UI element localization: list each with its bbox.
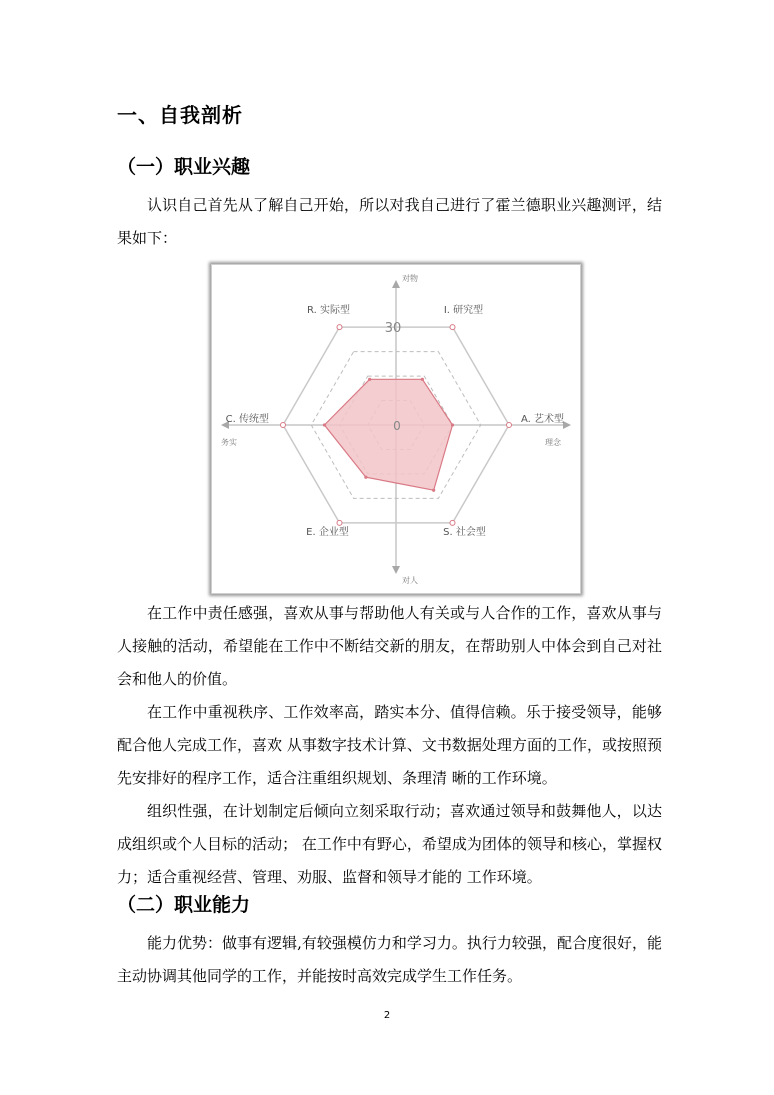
direction-label-left: 务实 — [221, 438, 237, 447]
arrow-up-icon — [392, 280, 400, 288]
data-area — [324, 379, 452, 490]
vertex-dot — [450, 520, 455, 525]
section-title-interest: （一）职业兴趣 — [117, 156, 251, 178]
axis-label: C. 传统型 — [225, 414, 269, 425]
scale-label-max: 30 — [384, 321, 402, 336]
axis-label: I. 研究型 — [443, 305, 484, 317]
axis-label: R. 实际型 — [307, 305, 350, 317]
data-point — [323, 423, 326, 426]
vertex-dot — [281, 423, 286, 428]
scale-label-zero: 0 — [393, 419, 401, 433]
body-paragraph-2: 在工作中重视秩序、工作效率高，踏实本分、值得信赖。乐于接受领导，能够配合他人完成工作，喜欢 从事数字技术计算、文书数据处理方面的工作，或按照预先安排好的程序工作，适合注重组织规划、条理清 晰的工作环境。 — [117, 703, 662, 787]
direction-label-top: 对物 — [402, 274, 418, 283]
holland-radar-chart — [211, 264, 581, 594]
data-point — [364, 476, 367, 479]
body-paragraph-3: 组织性强，在计划制定后倾向立刻采取行动；喜欢通过领导和鼓舞他人，以达成组织或个人目标的活动； 在工作中有野心，希望成为团体的领导和核心，掌握权力；适合重视经营、管理、劝服、监督和领导才能的 工作环境。 — [117, 802, 662, 886]
data-point — [421, 378, 424, 381]
direction-label-right: 理念 — [545, 438, 561, 447]
intro-paragraph: 认识自己首先从了解自己开始，所以对我自己进行了霍兰德职业兴趣测评，结果如下： — [117, 196, 662, 247]
axis-label: A. 艺术型 — [521, 414, 565, 425]
data-point — [432, 489, 435, 492]
section-title-ability: （二）职业能力 — [117, 894, 251, 916]
ability-paragraph: 能力优势：做事有逻辑,有较强模仿力和学习力。执行力较强，配合度很好，能主动协调其他同学的工作，并能按时高效完成学生工作任务。 — [117, 934, 662, 985]
axis-label: E. 企业型 — [306, 526, 349, 538]
arrow-down-icon — [392, 566, 400, 574]
data-point — [368, 378, 371, 381]
direction-label-bottom: 对人 — [402, 576, 418, 585]
body-paragraph-1: 在工作中责任感强，喜欢从事与帮助他人有关或与人合作的工作，喜欢从事与人接触的活动，希望能在工作中不断结交新的朋友，在帮助别人中体会到自己对社会和他人的价值。 — [117, 604, 662, 688]
axis-label: S. 社会型 — [443, 526, 486, 538]
vertex-dot — [450, 325, 455, 330]
data-point — [451, 423, 454, 426]
vertex-dot — [337, 325, 342, 330]
page-number: 2 — [383, 1010, 391, 1021]
page-heading: 一、自我剖析 — [117, 103, 243, 127]
vertex-dot — [337, 520, 342, 525]
arrow-right-icon — [563, 421, 571, 429]
vertex-dot — [507, 423, 512, 428]
radar-svg — [211, 264, 581, 594]
